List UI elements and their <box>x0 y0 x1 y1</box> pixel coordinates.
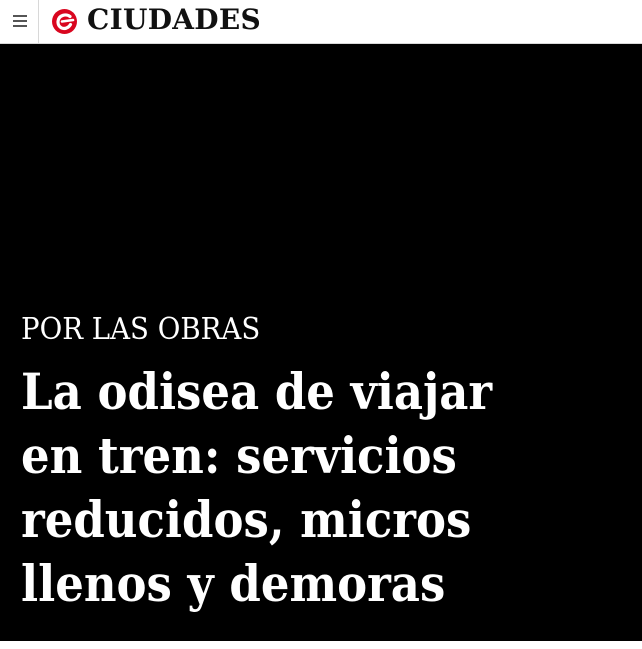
section-title[interactable]: CIUDADES <box>87 3 262 36</box>
top-header <box>0 0 642 44</box>
hero-article-card[interactable] <box>0 44 642 641</box>
article-headline[interactable]: La odisea de viajar en tren: servicios reducidos, micros llenos y demoras <box>21 362 493 613</box>
hamburger-menu-icon <box>13 15 27 17</box>
hamburger-menu-button[interactable] <box>0 0 39 43</box>
article-kicker: POR LAS OBRAS <box>21 312 261 347</box>
clarin-logo-icon[interactable] <box>51 8 78 35</box>
hamburger-menu-icon-line <box>13 20 27 22</box>
page-background-strip <box>0 641 642 649</box>
hamburger-menu-icon-line <box>13 25 27 27</box>
